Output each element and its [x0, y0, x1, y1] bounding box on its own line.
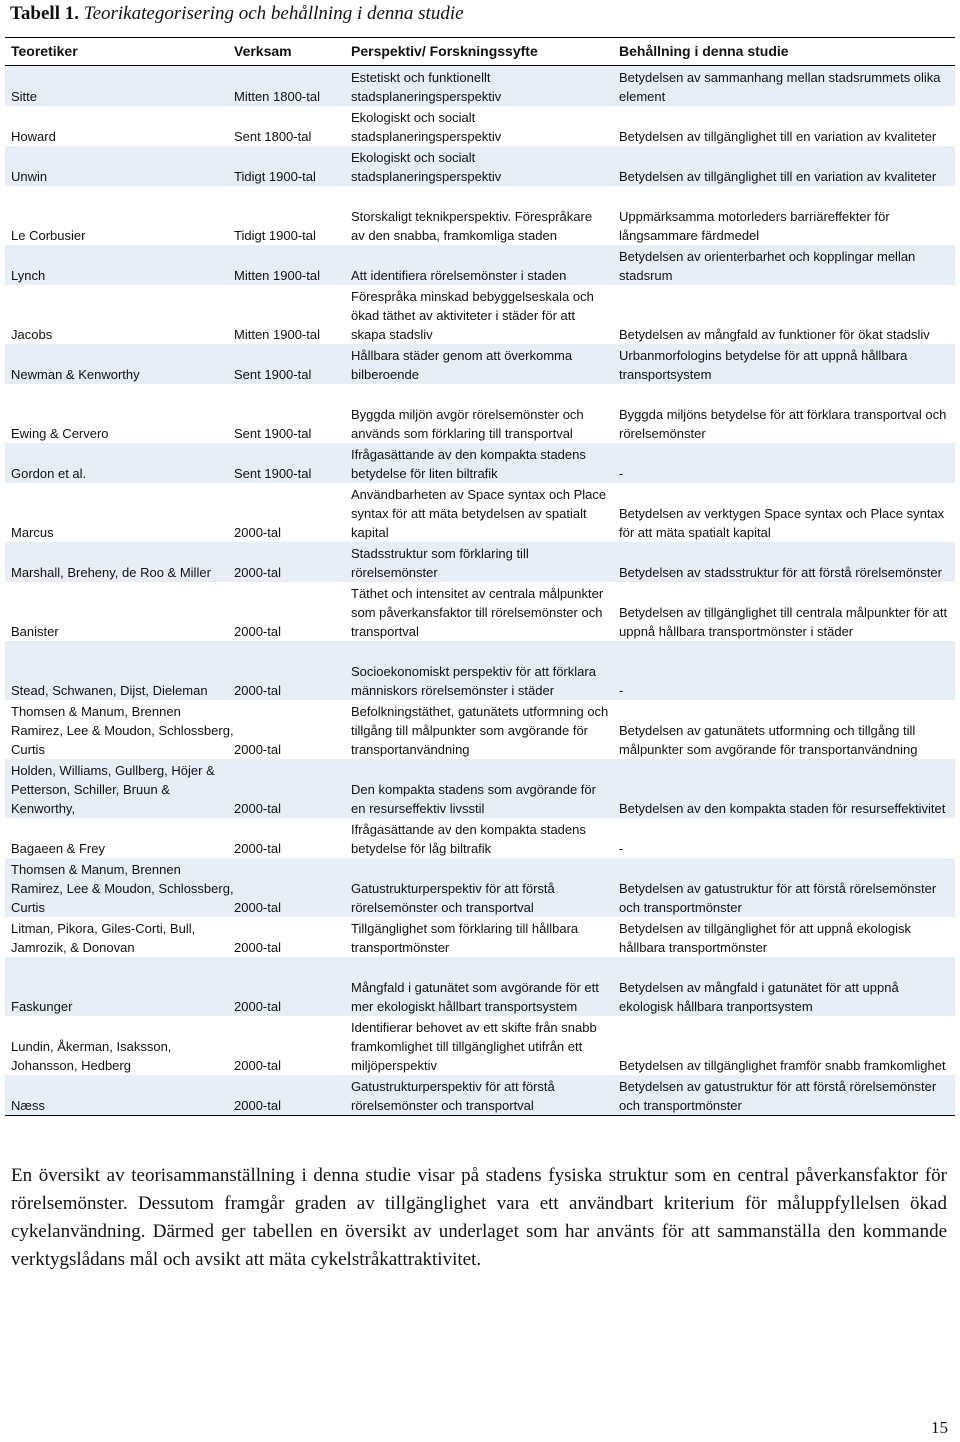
header-teoretiker: Teoretiker — [11, 43, 78, 59]
cell-verksam: Tidigt 1900-tal — [234, 228, 316, 243]
cell-perspektiv: Tillgänglighet som förklaring till hållbara transportmönster — [351, 921, 579, 955]
table-header-row — [5, 38, 955, 66]
cell-teoretiker: Le Corbusier — [11, 228, 86, 243]
cell-teoretiker: Næss — [11, 1098, 45, 1113]
header-behallning: Behållning i denna studie — [619, 43, 789, 59]
cell-perspektiv: Att identifiera rörelsemönster i staden — [351, 268, 567, 283]
cell-behallning: Betydelsen av stadsstruktur för att förstå rörelsemönster — [619, 565, 942, 580]
cell-teoretiker: Lynch — [11, 268, 46, 283]
table-row — [5, 146, 955, 186]
cell-teoretiker: Thomsen & Manum, Brennen Ramirez, Lee & Moudon, Schlossberg, Curtis — [11, 704, 234, 757]
table-row — [5, 759, 955, 818]
table-row — [5, 641, 955, 700]
cell-perspektiv: Ifrågasättande av den kompakta stadens betydelse för liten biltrafik — [351, 447, 586, 481]
cell-behallning: Betydelsen av sammanhang mellan stadsrummets olika element — [619, 70, 941, 104]
cell-perspektiv: Den kompakta stadens som avgörande för en resurseffektiv livsstil — [351, 782, 596, 816]
cell-perspektiv: Byggda miljön avgör rörelsemönster och används som förklaring till transportval — [351, 407, 584, 441]
cell-teoretiker: Litman, Pikora, Giles-Corti, Bull, Jamrozik, & Donovan — [11, 921, 196, 955]
table-row — [5, 66, 955, 106]
table-row — [5, 285, 955, 344]
cell-perspektiv: Gatustrukturperspektiv för att förstå rörelsemönster och transportval — [351, 1079, 555, 1113]
cell-verksam: Sent 1900-tal — [234, 367, 312, 382]
table-row — [5, 443, 955, 483]
cell-behallning: - — [619, 466, 624, 481]
table-row — [5, 700, 955, 759]
cell-verksam: Mitten 1800-tal — [234, 89, 320, 104]
cell-perspektiv: Gatustrukturperspektiv för att förstå rörelsemönster och transportval — [351, 881, 555, 915]
cell-perspektiv: Mångfald i gatunätet som avgörande för ett mer ekologiskt hållbart transportsystem — [351, 980, 599, 1014]
cell-verksam: Tidigt 1900-tal — [234, 169, 316, 184]
cell-teoretiker: Ewing & Cervero — [11, 426, 109, 441]
cell-teoretiker: Gordon et al. — [11, 466, 87, 481]
cell-perspektiv: Förespråka minskad bebyggelseskala och ökad täthet av aktiviteter i städer för att skapa stadsliv — [351, 289, 594, 342]
cell-verksam: 2000-tal — [234, 683, 281, 698]
table-row — [5, 957, 955, 1016]
cell-behallning: Betydelsen av orienterbarhet och kopplingar mellan stadsrum — [619, 249, 916, 283]
cell-behallning: Betydelsen av gatustruktur för att förstå rörelsemönster och transportmönster — [619, 1079, 937, 1113]
cell-teoretiker: Banister — [11, 624, 59, 639]
header-perspektiv: Perspektiv/ Forskningssyfte — [351, 43, 538, 59]
cell-behallning: Byggda miljöns betydelse för att förklara transportval och rörelsemönster — [619, 407, 947, 441]
cell-verksam: 2000-tal — [234, 1098, 281, 1113]
cell-teoretiker: Bagaeen & Frey — [11, 841, 105, 856]
table-row — [5, 106, 955, 146]
cell-perspektiv: Stadsstruktur som förklaring till rörelsemönster — [351, 546, 529, 580]
cell-behallning: Betydelsen av tillgänglighet för att uppnå ekologisk hållbara transportmönster — [619, 921, 911, 955]
cell-behallning: - — [619, 841, 624, 856]
cell-teoretiker: Marshall, Breheny, de Roo & Miller — [11, 565, 211, 580]
table-row — [5, 245, 955, 285]
cell-verksam: 2000-tal — [234, 565, 281, 580]
cell-behallning: Betydelsen av tillgänglighet till en variation av kvaliteter — [619, 169, 937, 184]
cell-verksam: 2000-tal — [234, 841, 281, 856]
cell-teoretiker: Sitte — [11, 89, 38, 104]
cell-teoretiker: Holden, Williams, Gullberg, Höjer & Petterson, Schiller, Bruun & Kenworthy, — [11, 763, 215, 816]
cell-teoretiker: Newman & Kenworthy — [11, 367, 140, 382]
cell-perspektiv: Storskaligt teknikperspektiv. Förespråkare av den snabba, framkomliga staden — [351, 209, 593, 243]
table-number: Tabell 1. — [10, 3, 79, 24]
cell-teoretiker: Howard — [11, 129, 56, 144]
cell-perspektiv: Täthet och intensitet av centrala målpunkter som påverkansfaktor till rörelsemönster och transportval — [351, 586, 604, 639]
cell-perspektiv: Ekologiskt och socialt stadsplaneringsperspektiv — [351, 150, 502, 184]
cell-verksam: 2000-tal — [234, 742, 281, 757]
cell-verksam: Sent 1900-tal — [234, 466, 312, 481]
cell-perspektiv: Befolkningstäthet, gatunätets utformning och tillgång till målpunkter som avgörande för transportanvändning — [351, 704, 609, 757]
cell-teoretiker: Unwin — [11, 169, 48, 184]
table-row — [5, 384, 955, 443]
cell-teoretiker: Lundin, Åkerman, Isaksson, Johansson, Hedberg — [11, 1039, 172, 1073]
cell-verksam: 2000-tal — [234, 624, 281, 639]
page-number: 15 — [931, 1418, 948, 1437]
summary-paragraph: En översikt av teorisammanställning i denna studie visar på stadens fysiska struktur som en central påverkansfaktor för rörelsemönster. Dessutom framgår graden av tillgänglighet vara ett användbart kriterium för måluppfyllelsen ökad cykelanvändning. Därmed ger tabellen en översikt av underlaget som har använts för att sammanställa den kommande verktygslådans mål och avsikt att mäta cykelstråkattraktivitet. — [11, 1165, 947, 1270]
cell-behallning: Urbanmorfologins betydelse för att uppnå hållbara transportsystem — [619, 348, 908, 382]
cell-perspektiv: Socioekonomiskt perspektiv för att förklara människors rörelsemönster i städer — [351, 664, 596, 698]
table-row — [5, 818, 955, 858]
cell-behallning: Betydelsen av tillgänglighet till en variation av kvaliteter — [619, 129, 937, 144]
cell-behallning: Betydelsen av den kompakta staden för resurseffektivitet — [619, 801, 946, 816]
cell-verksam: Sent 1800-tal — [234, 129, 312, 144]
table-row — [5, 542, 955, 582]
cell-behallning: Betydelsen av gatunätets utformning och tillgång till målpunkter som avgörande för transportanvändning — [619, 723, 918, 757]
cell-teoretiker: Stead, Schwanen, Dijst, Dieleman — [11, 683, 208, 698]
cell-teoretiker: Thomsen & Manum, Brennen Ramirez, Lee & Moudon, Schlossberg, Curtis — [11, 862, 234, 915]
cell-perspektiv: Användbarheten av Space syntax och Place syntax för att mäta betydelsen av spatialt kapital — [351, 487, 607, 540]
table-row — [5, 917, 955, 957]
cell-behallning: Uppmärksamma motorleders barriäreffekter för långsammare färdmedel — [619, 209, 890, 243]
cell-verksam: Mitten 1900-tal — [234, 327, 320, 342]
cell-verksam: 2000-tal — [234, 525, 281, 540]
cell-behallning: Betydelsen av mångfald i gatunätet för att uppnå ekologisk hållbara tranportsystem — [619, 980, 899, 1014]
table-title: Teorikategorisering och behållning i denna studie — [83, 3, 464, 24]
cell-behallning: Betydelsen av gatustruktur för att förstå rörelsemönster och transportmönster — [619, 881, 937, 915]
table-row — [5, 186, 955, 245]
cell-teoretiker: Faskunger — [11, 999, 73, 1014]
cell-behallning: Betydelsen av verktygen Space syntax och Place syntax för att mäta spatialt kapital — [619, 506, 945, 540]
table-row — [5, 582, 955, 641]
cell-verksam: 2000-tal — [234, 999, 281, 1014]
table-row — [5, 483, 955, 542]
cell-verksam: 2000-tal — [234, 801, 281, 816]
cell-perspektiv: Identifierar behovet av ett skifte från snabb framkomlighet till tillgänglighet utifrån ett miljöperspektiv — [351, 1020, 597, 1073]
cell-verksam: 2000-tal — [234, 940, 281, 955]
cell-verksam: 2000-tal — [234, 1058, 281, 1073]
cell-teoretiker: Marcus — [11, 525, 54, 540]
header-verksam: Verksam — [234, 43, 292, 59]
table-row — [5, 1075, 955, 1115]
cell-behallning: Betydelsen av tillgänglighet till centrala målpunkter för att uppnå hållbara transportmönster i städer — [619, 605, 948, 639]
theory-table — [5, 37, 955, 1116]
cell-perspektiv: Ekologiskt och socialt stadsplaneringsperspektiv — [351, 110, 502, 144]
cell-verksam: Mitten 1900-tal — [234, 268, 320, 283]
cell-behallning: Betydelsen av tillgänglighet framför snabb framkomlighet — [619, 1058, 946, 1073]
cell-teoretiker: Jacobs — [11, 327, 53, 342]
cell-perspektiv: Hållbara städer genom att överkomma bilberoende — [351, 348, 573, 382]
cell-verksam: Sent 1900-tal — [234, 426, 312, 441]
table-caption — [10, 2, 464, 26]
cell-perspektiv: Estetiskt och funktionellt stadsplaneringsperspektiv — [351, 70, 502, 104]
table-row — [5, 344, 955, 384]
cell-perspektiv: Ifrågasättande av den kompakta stadens betydelse för låg biltrafik — [351, 822, 586, 856]
table-body — [5, 66, 955, 1115]
cell-behallning: - — [619, 683, 624, 698]
table-row — [5, 858, 955, 917]
cell-behallning: Betydelsen av mångfald av funktioner för ökat stadsliv — [619, 327, 930, 342]
table-row — [5, 1016, 955, 1075]
cell-verksam: 2000-tal — [234, 900, 281, 915]
